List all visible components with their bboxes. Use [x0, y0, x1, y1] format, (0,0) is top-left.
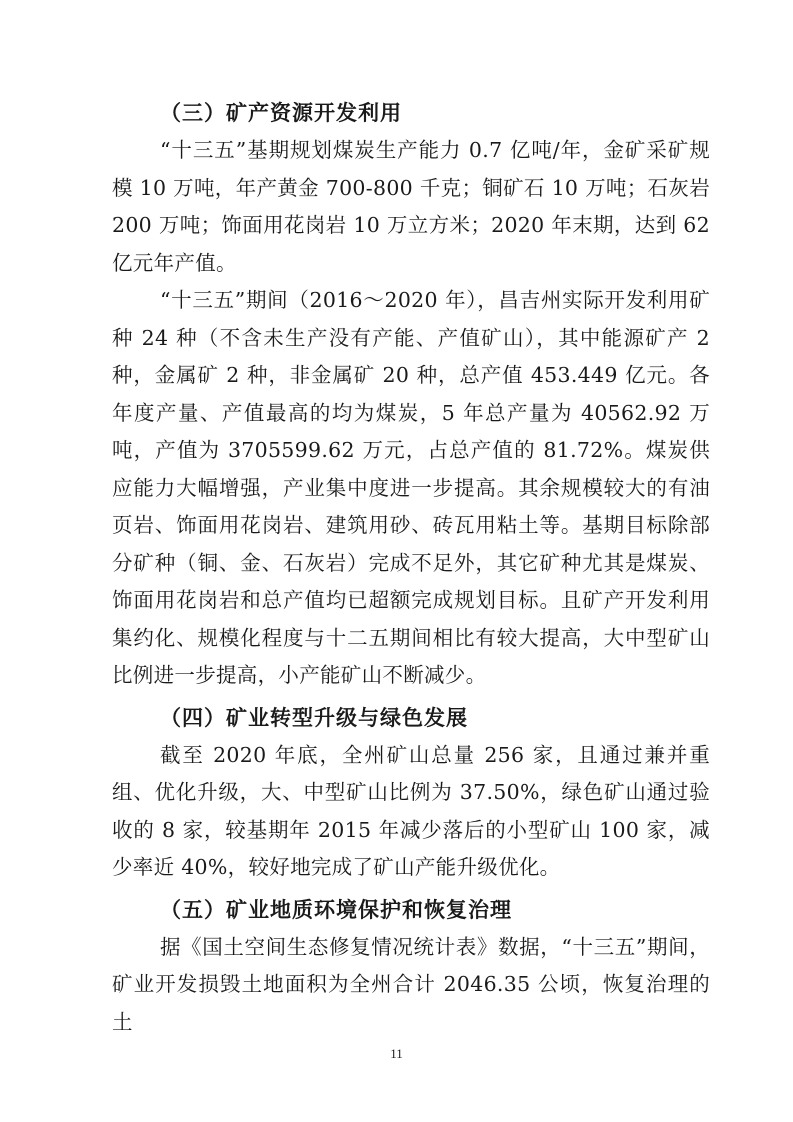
paragraph-13th-fyp-output: “十三五”期间（2016～2020 年），昌吉州实际开发利用矿种 24 种（不含未生产没有产能、产值矿山），其中能源矿产 2 种，金属矿 2 种，非金属矿 20 种，总产值 453.449 亿元。各年度产量、产值最高的均为煤炭，5 年总产量为 40562.92 万吨，产值为 3705599.62 万元，占总产值的 81.72%。煤炭供应能力大幅增强，产业集中度进一步提高。其余规模较大的有油页岩、饰面用花岗岩、建筑用砂、砖瓦用粘土等。基期目标除部分矿种（铜、金、石灰岩）完成不足外，其它矿种尤其是煤炭、饰面用花岗岩和总产值均已超额完成规划目标。且矿产开发利用集约化、规模化程度与十二五期间相比有较大提高，大中型矿山比例进一步提高，小产能矿山不断减少。	[112, 288, 710, 687]
section-heading-environment-restoration: （五）矿业地质环境保护和恢复治理	[160, 897, 512, 922]
document-page	[112, 94, 710, 1041]
section-heading-green-transition: （四）矿业转型升级与绿色发展	[160, 705, 468, 730]
paragraph-land-damage-statistics: 据《国土空间生态修复情况统计表》数据，“十三五”期间，矿业开发损毁土地面积为全州合计 2046.35 公顷，恢复治理的土	[112, 934, 710, 1034]
section-heading-mineral-development: （三）矿产资源开发利用	[160, 101, 402, 125]
paragraph-baseline-targets: “十三五”基期规划煤炭生产能力 0.7 亿吨/年，金矿采矿规模 10 万吨，年产黄金 700-800 千克；铜矿石 10 万吨；石灰岩 200 万吨；饰面用花岗岩 10 万立方米；2020 年末期，达到 62 亿元年产值。	[112, 138, 710, 275]
paragraph-mine-consolidation: 截至 2020 年底，全州矿山总量 256 家，且通过兼并重组、优化升级，大、中型矿山比例为 37.50%，绿色矿山通过验收的 8 家，较基期年 2015 年减少落后的小型矿山 100 家，减少率近 40%，较好地完成了矿山产能升级优化。	[112, 742, 710, 879]
page-number: 11	[390, 1046, 403, 1061]
